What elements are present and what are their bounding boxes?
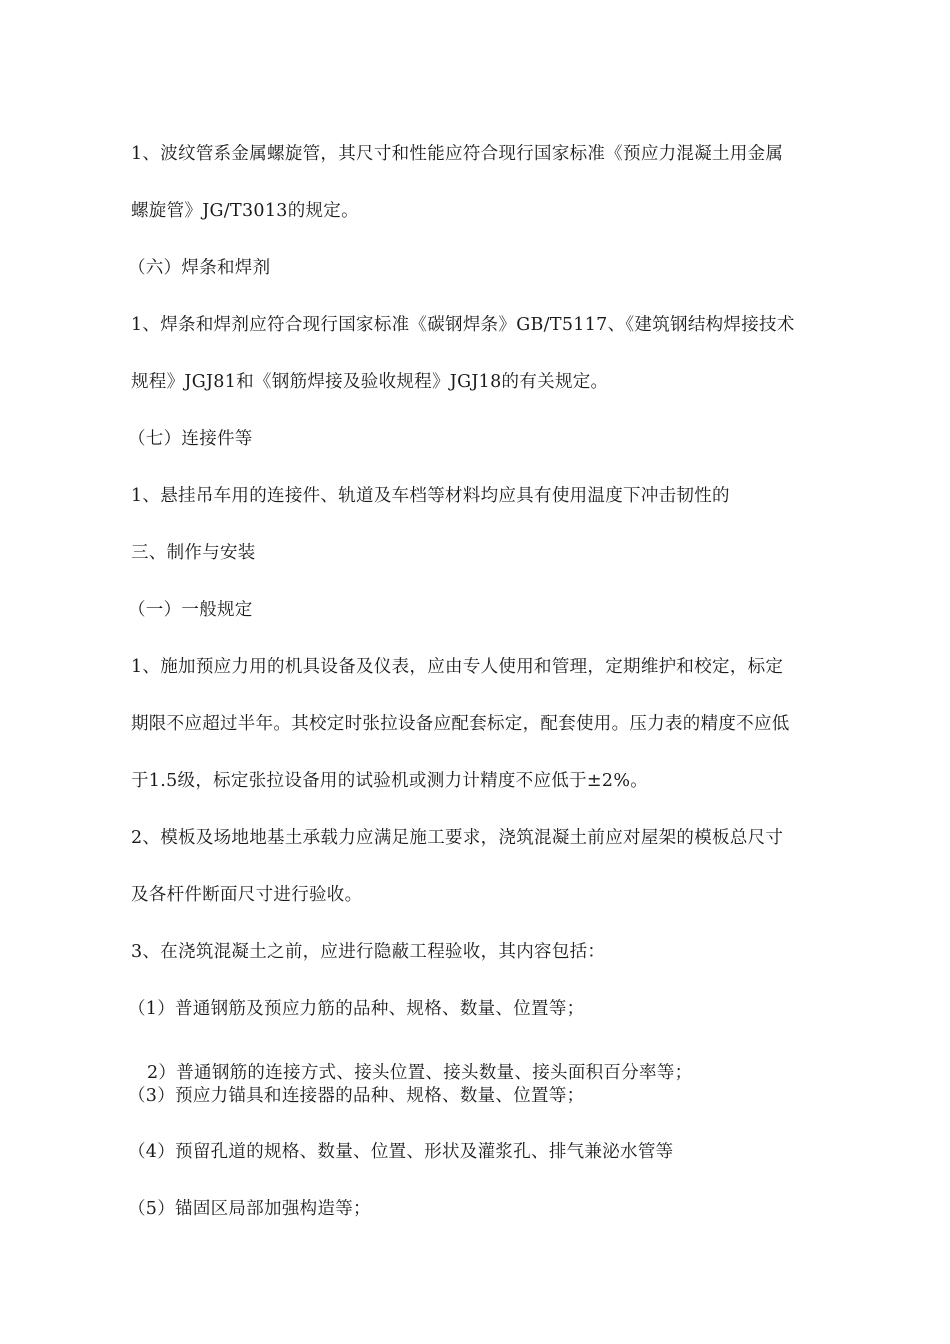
list-item: 2）普通钢筋的连接方式、接头位置、接头数量、接头面积百分率等； bbox=[147, 1063, 693, 1083]
paragraph-line: 1、波纹管系金属螺旋管，其尺寸和性能应符合现行国家标准《预应力混凝土用金属 bbox=[131, 144, 784, 164]
paragraph-line: 1、施加预应力用的机具设备及仪表，应由专人使用和管理，定期维护和校定，标定 bbox=[131, 657, 784, 677]
paragraph-line: 1、悬挂吊车用的连接件、轨道及车档等材料均应具有使用温度下冲击韧性的 bbox=[131, 486, 730, 506]
paragraph-line: 规程》JGJ81和《钢筋焊接及验收规程》JGJ18的有关规定。 bbox=[131, 372, 609, 392]
paragraph-line: 2、模板及场地地基土承载力应满足施工要求，浇筑混凝土前应对屋架的模板总尺寸 bbox=[131, 828, 784, 848]
paragraph-line: 3、在浇筑混凝土之前，应进行隐蔽工程验收，其内容包括： bbox=[131, 942, 606, 962]
paragraph-line: 期限不应超过半年。其校定时张拉设备应配套标定，配套使用。压力表的精度不应低 bbox=[131, 714, 790, 734]
section-heading: （一）一般规定 bbox=[128, 600, 253, 620]
paragraph-line: 于1.5级，标定张拉设备用的试验机或测力计精度不应低于±2%。 bbox=[131, 771, 649, 791]
paragraph-line: 及各杆件断面尺寸进行验收。 bbox=[131, 885, 363, 905]
paragraph-line: 1、焊条和焊剂应符合现行国家标准《碳钢焊条》GB/T5117、《建筑钢结构焊接技术 bbox=[131, 315, 795, 335]
section-heading: （六）焊条和焊剂 bbox=[128, 258, 271, 278]
list-item: （1）普通钢筋及预应力筋的品种、规格、数量、位置等； bbox=[128, 999, 585, 1019]
list-item: （3）预应力锚具和连接器的品种、规格、数量、位置等； bbox=[128, 1086, 585, 1106]
section-heading: （七）连接件等 bbox=[128, 429, 253, 449]
list-item: （5）锚固区局部加强构造等； bbox=[128, 1199, 371, 1219]
chapter-heading: 三、制作与安装 bbox=[131, 543, 256, 563]
paragraph-line: 螺旋管》JG/T3013的规定。 bbox=[131, 201, 359, 221]
list-item: （4）预留孔道的规格、数量、位置、形状及灌浆孔、排气兼泌水管等 bbox=[128, 1142, 674, 1162]
